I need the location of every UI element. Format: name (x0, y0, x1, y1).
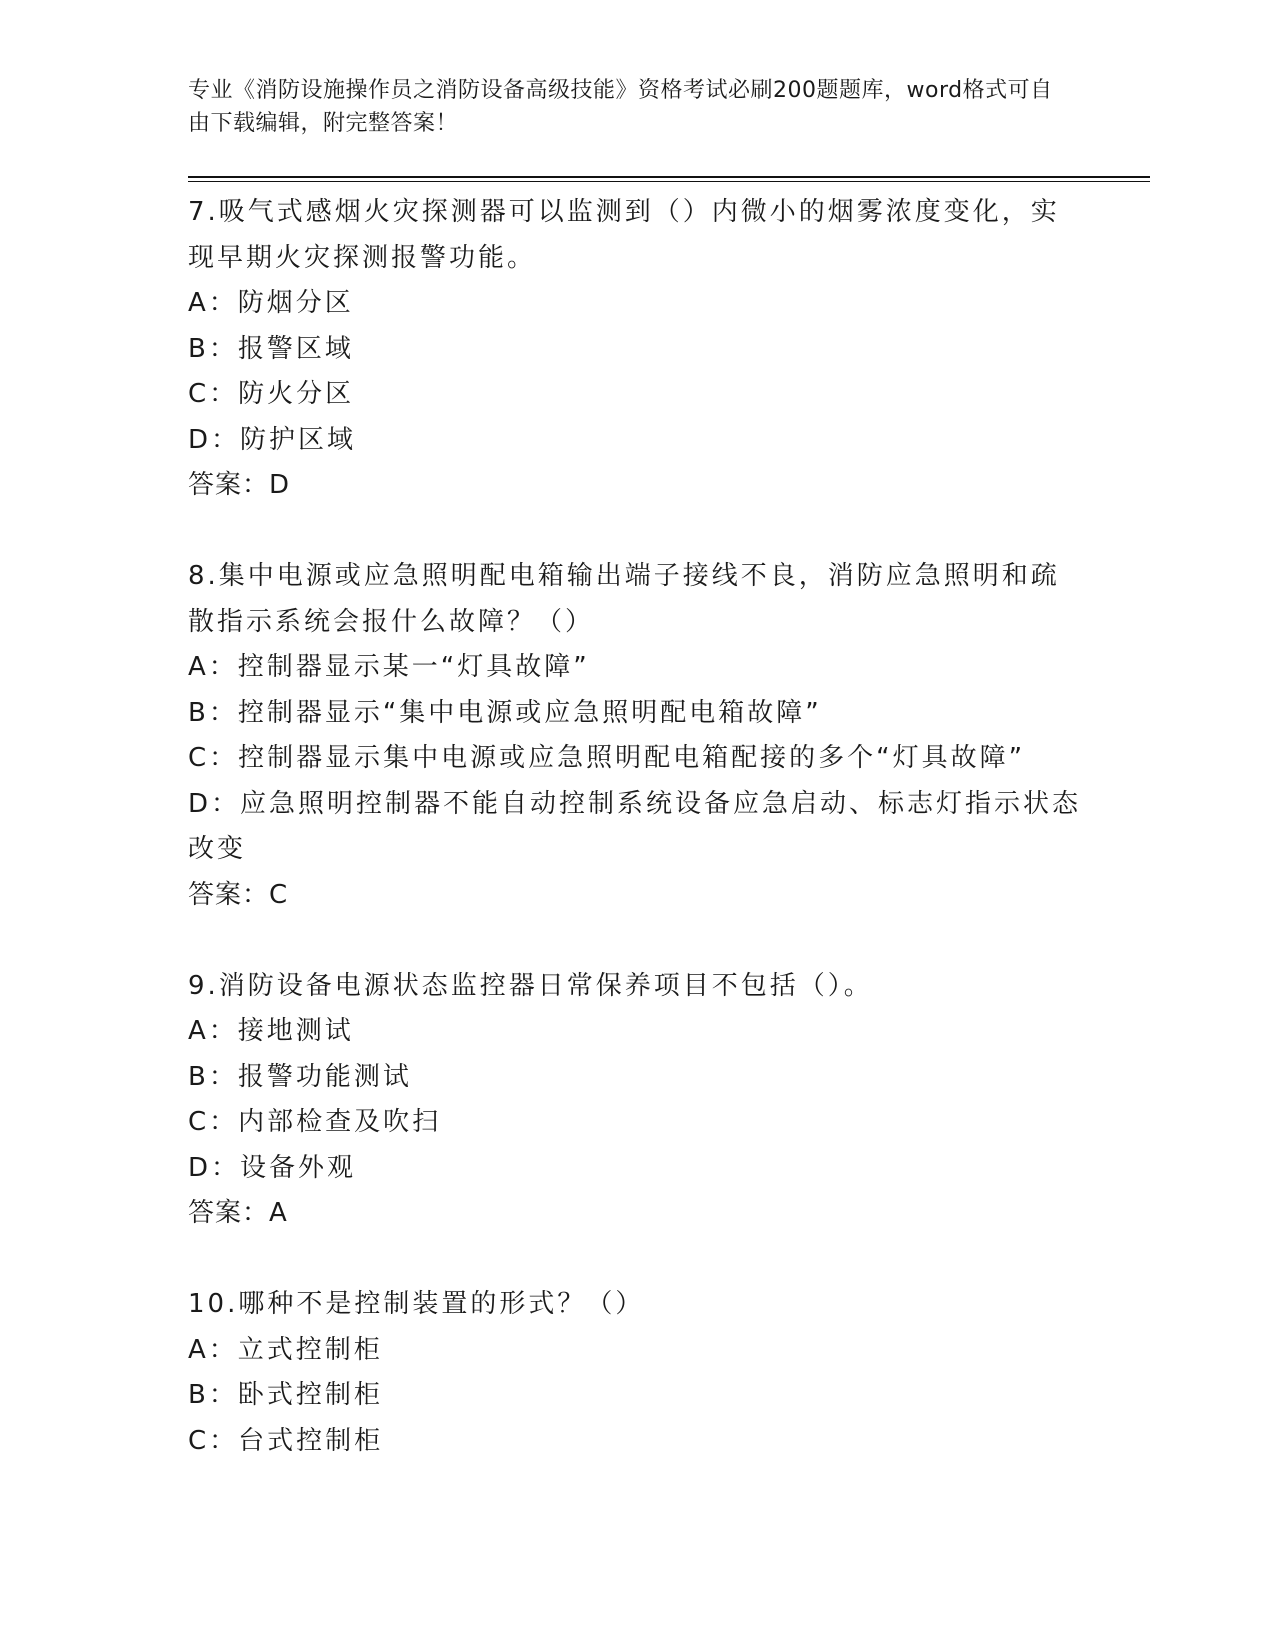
option-c: C：内部检查及吹扫 (188, 1107, 442, 1137)
option-a: A：接地测试 (188, 1016, 354, 1046)
answer: 答案：A (188, 1198, 288, 1228)
option-c: C：防火分区 (188, 379, 355, 409)
question-list (188, 190, 1088, 1464)
option-b: B：控制器显示“集中电源或应急照明配电箱故障” (188, 697, 822, 728)
option-a: A：立式控制柜 (188, 1334, 383, 1365)
answer: 答案：D (188, 470, 291, 500)
question-text: 7.吸气式感烟火灾探测器可以监测到（）内微小的烟雾浓度变化，实 (188, 197, 1060, 227)
question-text: 现早期火灾探测报警功能。 (188, 242, 537, 273)
question-block (188, 1282, 1088, 1464)
answer: 答案：C (188, 879, 289, 910)
question-block (188, 964, 1088, 1237)
question-block (188, 554, 1088, 918)
question-text: 10.哪种不是控制装置的形式？（） (188, 1289, 645, 1319)
option-b: B：报警功能测试 (188, 1061, 412, 1092)
header-divider (188, 176, 1150, 178)
option-d-continued: 改变 (188, 834, 247, 864)
option-b: B：报警区域 (188, 333, 354, 364)
document-header: 专业《消防设施操作员之消防设备高级技能》资格考试必刷200题题库，word格式可自由下载编辑，附完整答案！ (188, 78, 1053, 136)
option-c: C：台式控制柜 (188, 1425, 384, 1456)
option-a: A：防烟分区 (188, 288, 354, 318)
question-text: 散指示系统会报什么故障？（） (188, 606, 595, 637)
option-d: D：应急照明控制器不能自动控制系统设备应急启动、标志灯指示状态 (188, 788, 1082, 819)
option-c: C：控制器显示集中电源或应急照明配电箱配接的多个“灯具故障” (188, 743, 1026, 773)
option-d: D：设备外观 (188, 1152, 357, 1183)
question-text: 9.消防设备电源状态监控器日常保养项目不包括（）。 (188, 970, 873, 1001)
option-b: B：卧式控制柜 (188, 1380, 383, 1410)
header-divider-thin (188, 181, 1150, 182)
question-block (188, 190, 1088, 509)
option-a: A：控制器显示某一“灯具故障” (188, 652, 590, 682)
question-text: 8.集中电源或应急照明配电箱输出端子接线不良，消防应急照明和疏 (188, 561, 1060, 591)
option-d: D：防护区域 (188, 424, 357, 455)
